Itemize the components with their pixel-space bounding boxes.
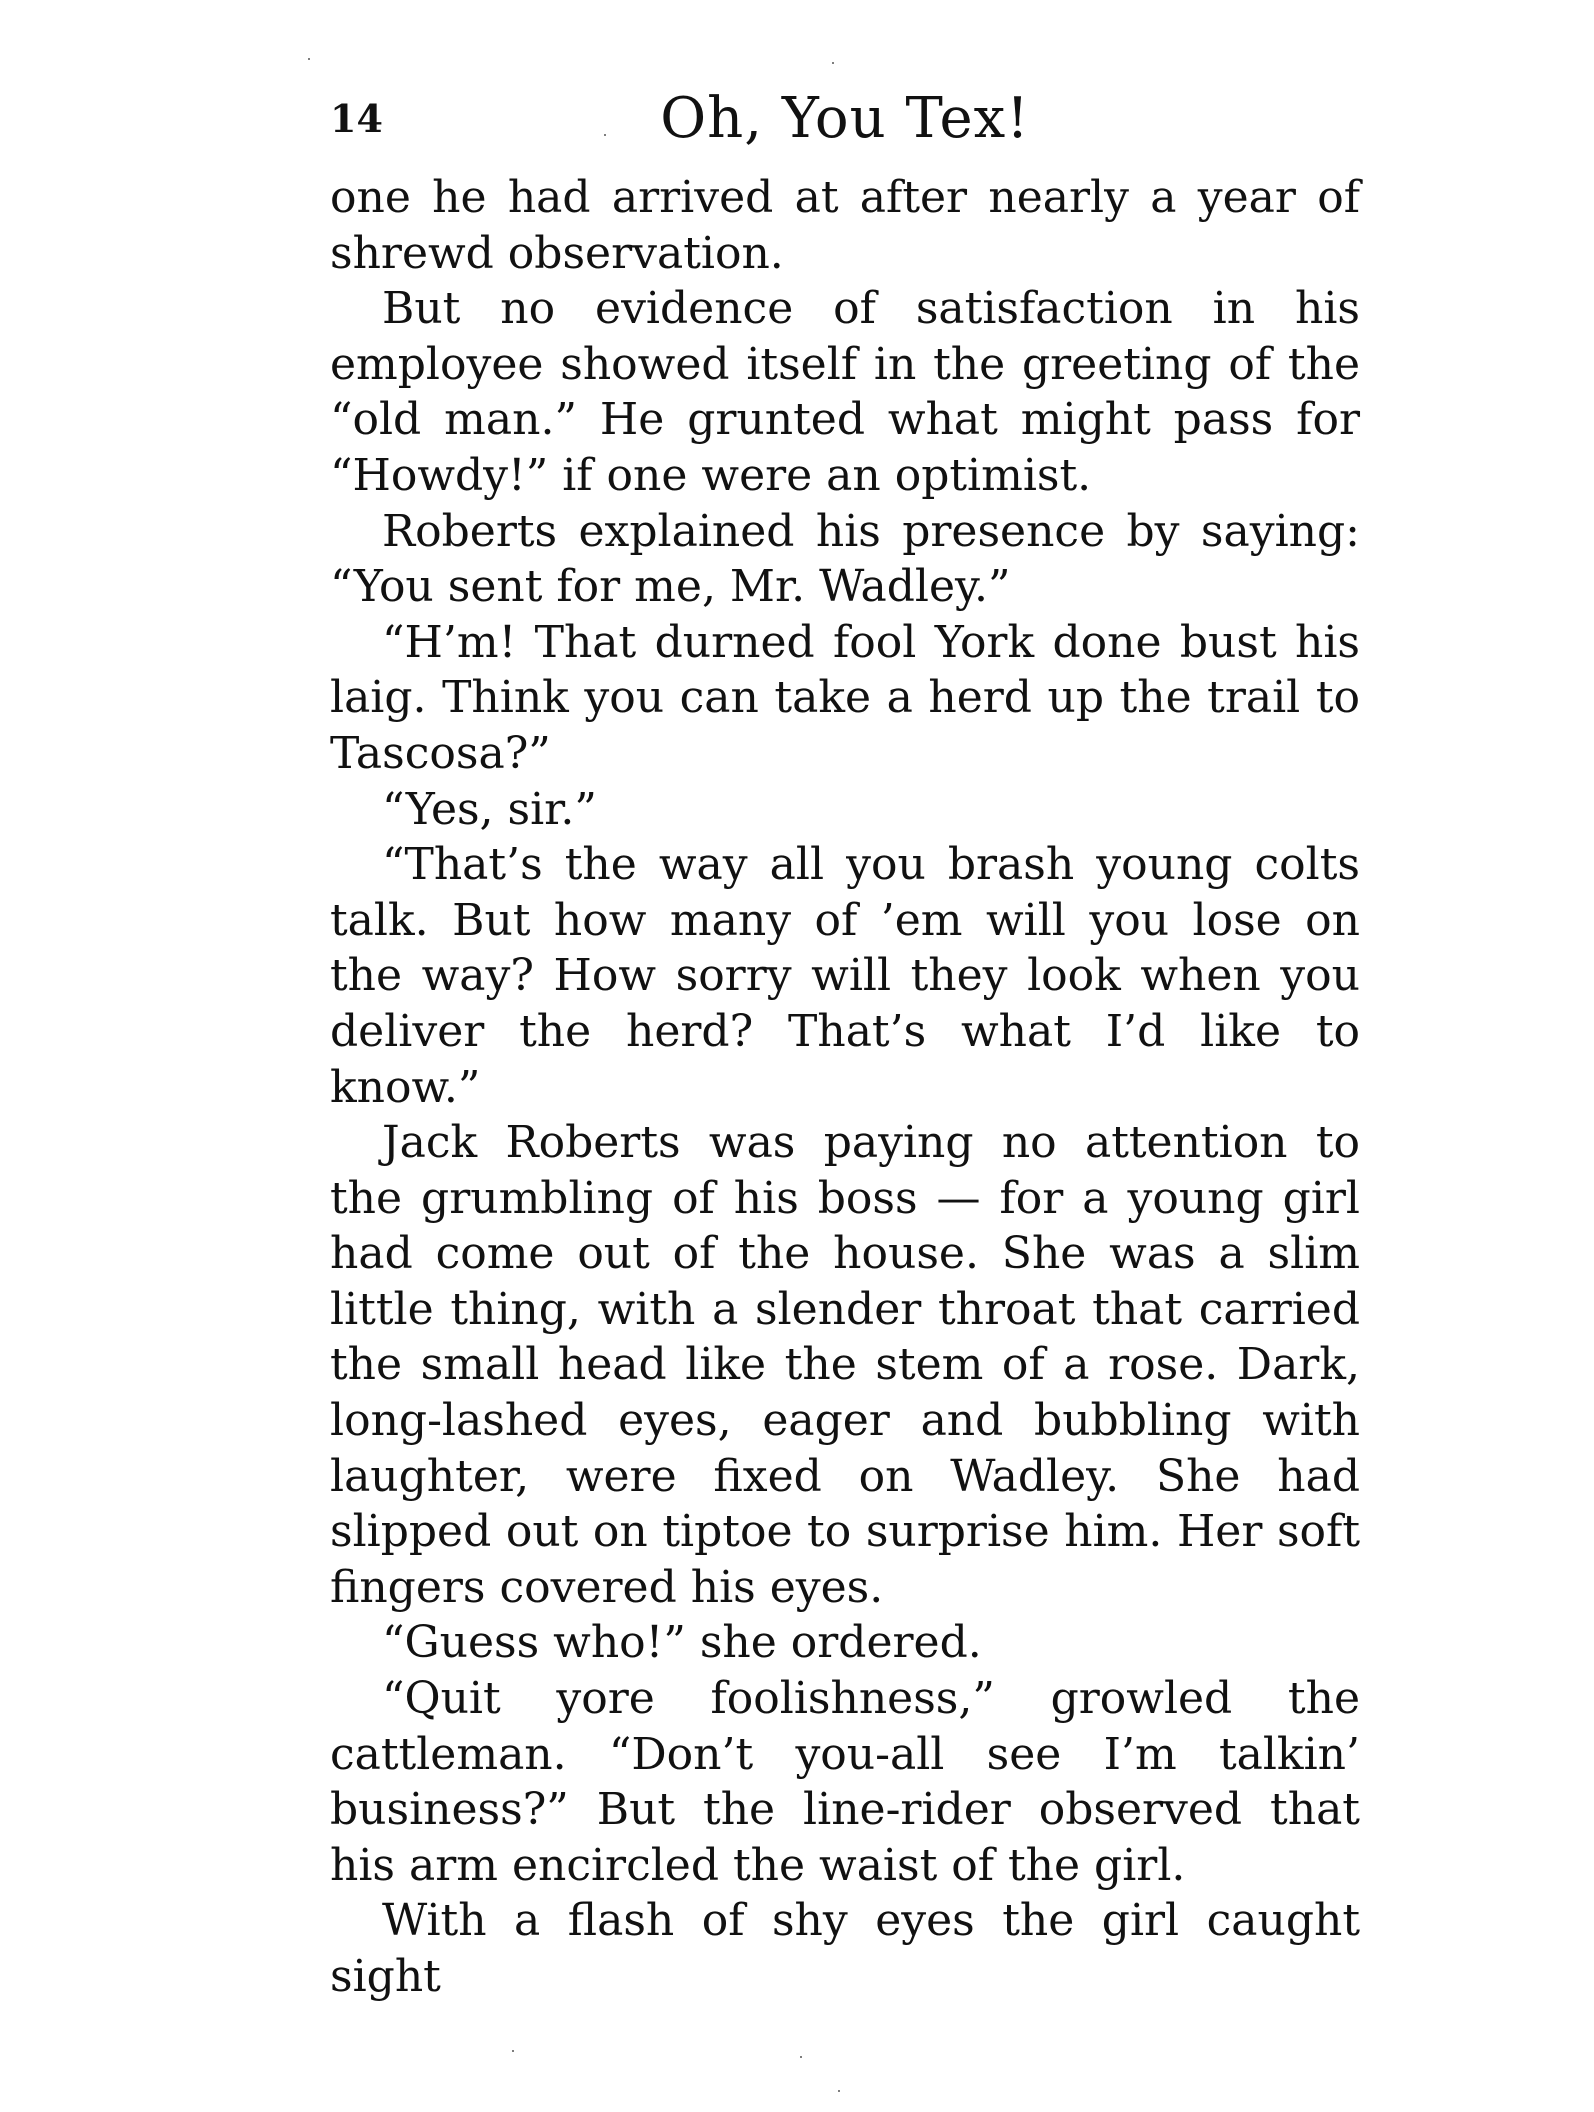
paragraph: one he had arrived at after nearly a year of shrewd observation.	[330, 172, 1360, 279]
page-number: 14	[330, 96, 383, 141]
paragraph: “Quit yore foolishness,” growled the cattleman. “Don’t you-all see I’m talkin’ business?” But the line-rider observed that his arm encircled the waist of the girl.	[330, 1673, 1360, 1891]
paragraph: But no evidence of satisfaction in his employee showed itself in the greeting of the “old man.” He grunted what might pass for “Howdy!” if one were an optimist.	[330, 283, 1360, 501]
paragraph: “Yes, sir.”	[382, 783, 597, 835]
paragraph: “H’m! That durned fool York done bust his laig. Think you can take a herd up the trail to Tascosa?”	[330, 616, 1360, 779]
paragraph: Roberts explained his presence by saying: “You sent for me, Mr. Wadley.”	[330, 505, 1360, 613]
scan-speck	[838, 2090, 840, 2092]
body-text	[330, 170, 1360, 2005]
scan-speck	[512, 2050, 514, 2052]
scan-speck	[308, 58, 310, 60]
running-header	[330, 88, 1360, 158]
running-title: Oh, You Tex!	[660, 86, 1030, 151]
paragraph: “That’s the way all you brash young colts talk. But how many of ’em will you lose on the way? How sorry will they look when you deliver the herd? That’s what I’d like to know.”	[330, 839, 1360, 1113]
scan-speck	[604, 134, 606, 136]
paragraph: Jack Roberts was paying no attention to the grumbling of his boss — for a young girl had come out of the house. She was a slim little thing, with a slender throat that carried the small head like the stem of a rose. Dark, long-lashed eyes, eager and bubbling with laughter, were fixed on Wadley. She had slipped out on tiptoe to surprise him. Her soft fingers covered his eyes.	[330, 1117, 1360, 1613]
scan-speck	[800, 2056, 802, 2058]
paragraph: With a flash of shy eyes the girl caught sight	[330, 1895, 1360, 2002]
paragraph: “Guess who!” she ordered.	[382, 1617, 982, 1669]
scan-speck	[832, 62, 834, 64]
